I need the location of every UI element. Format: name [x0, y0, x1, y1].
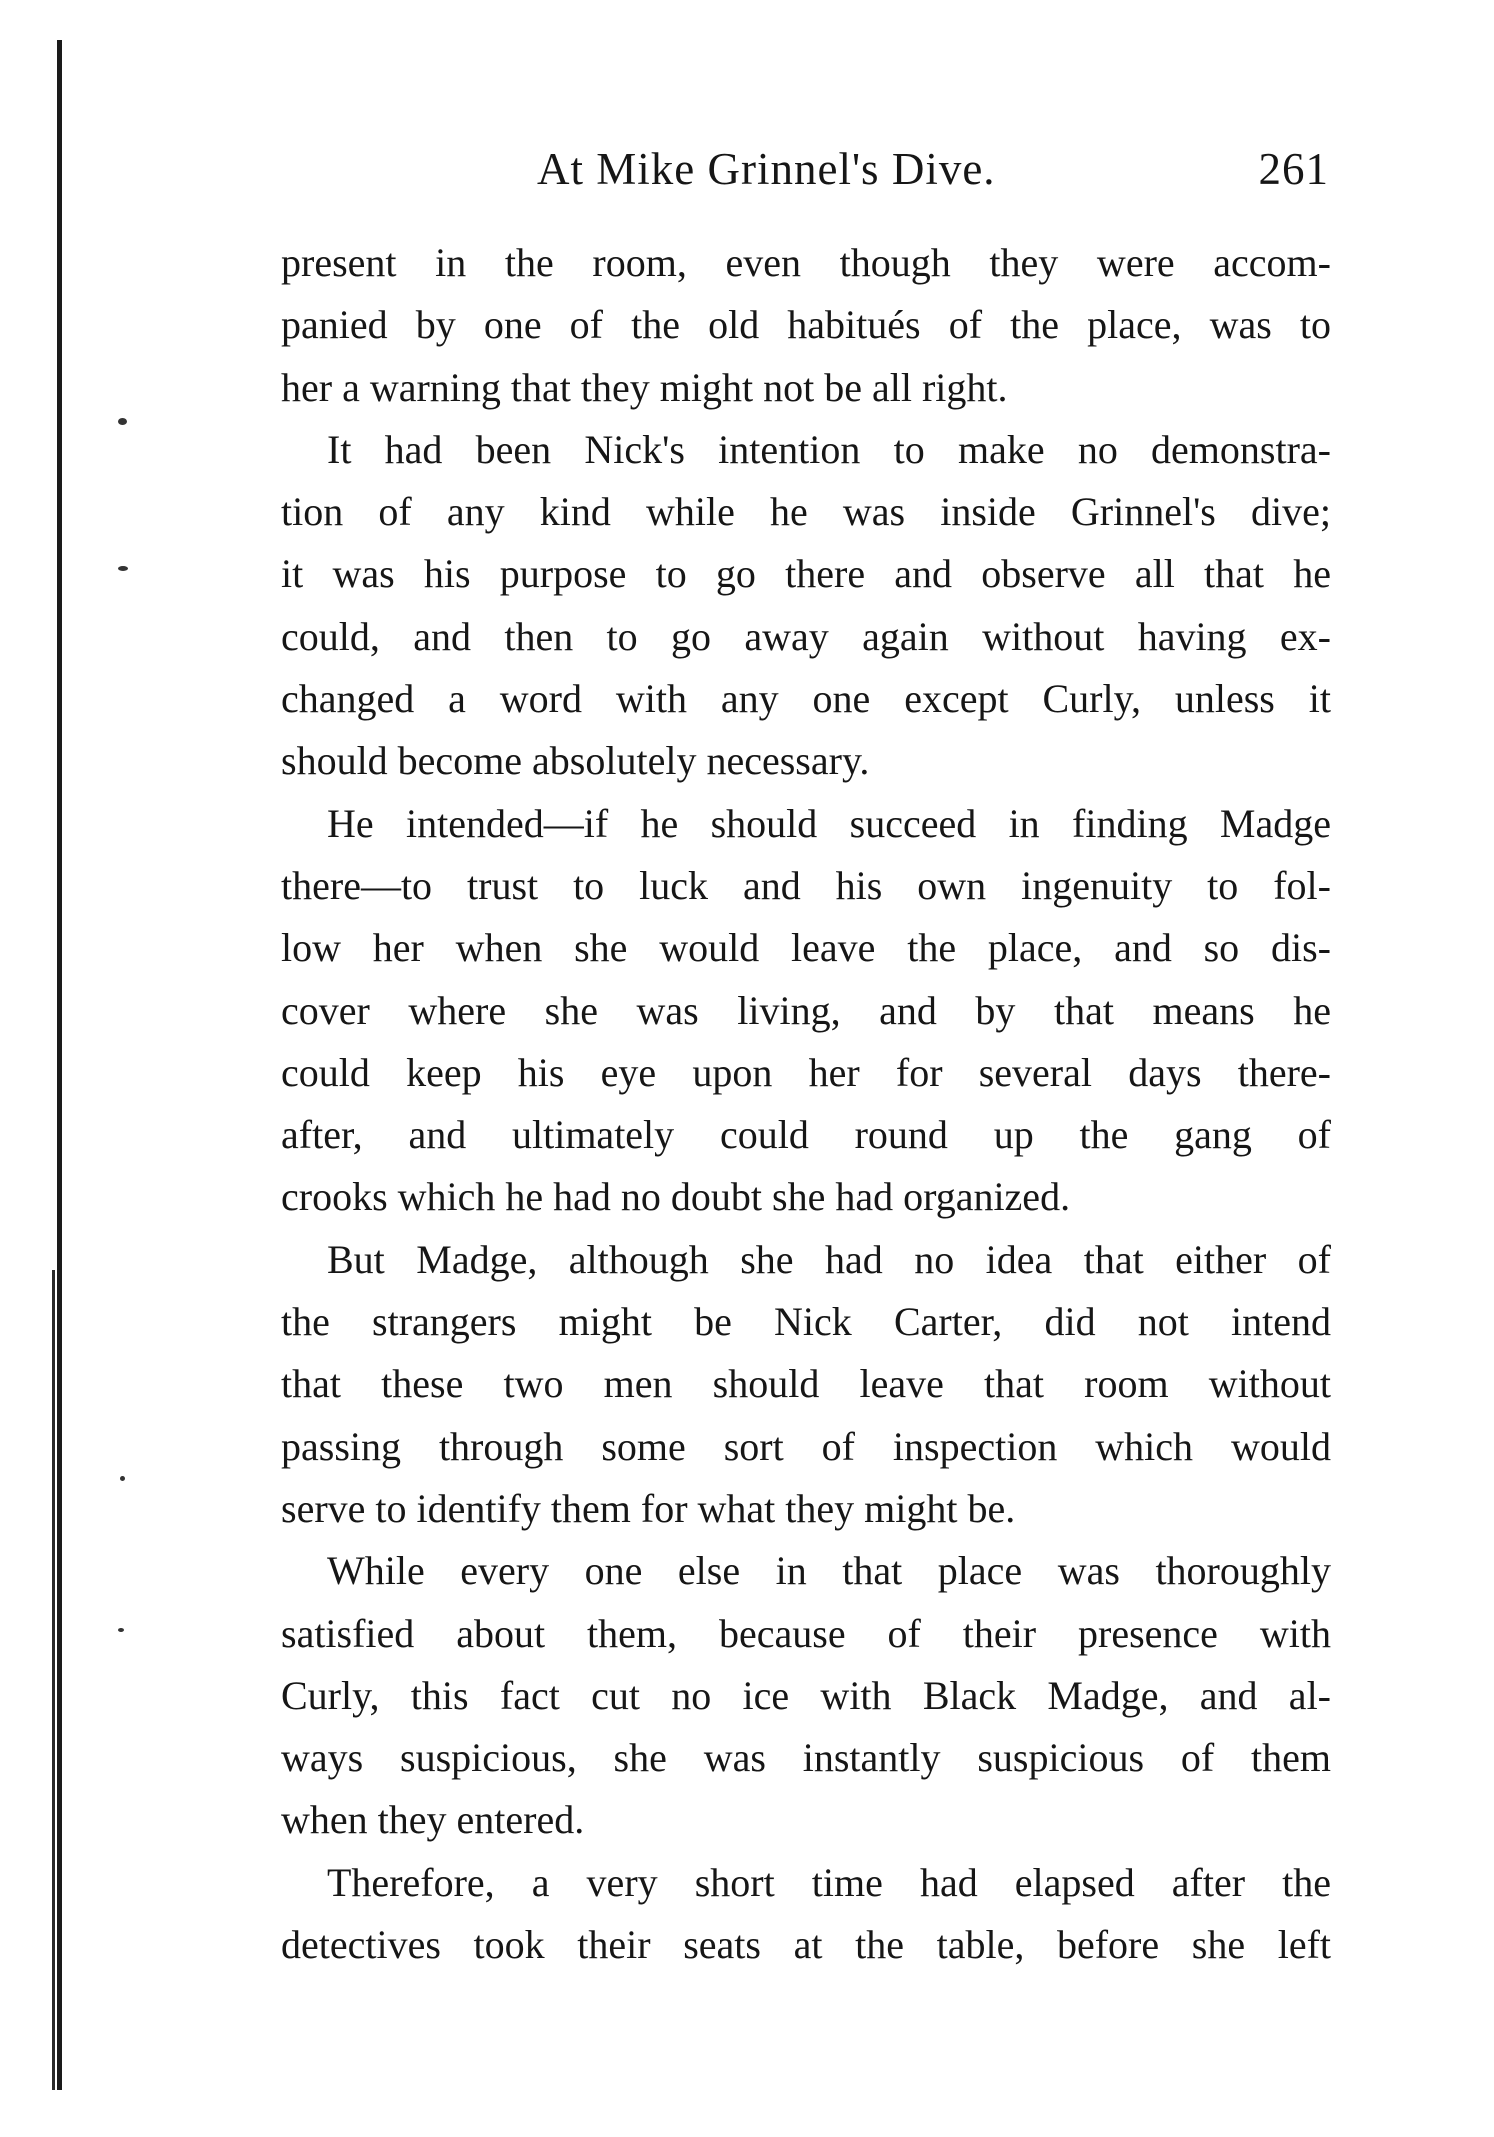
running-title: At Mike Grinnel's Dive. [537, 144, 996, 194]
scan-speck [118, 566, 128, 571]
paragraph [281, 232, 1331, 419]
paragraph [281, 793, 1331, 1229]
paragraph [281, 1540, 1331, 1851]
text-line: crooks which he had no doubt she had organized. [281, 1174, 1071, 1220]
text-line: panied by one of the old habitués of the place, was to [281, 302, 1331, 348]
text-line: cover where she was living, and by that means he [281, 987, 1331, 1033]
text-line: could keep his eye upon her for several days there- [281, 1049, 1331, 1095]
page-header [285, 143, 1335, 203]
text-line: the strangers might be Nick Carter, did not intend [281, 1299, 1331, 1345]
text-line: passing through some sort of inspection which would [281, 1423, 1331, 1469]
text-line: tion of any kind while he was inside Grinnel's dive; [281, 489, 1331, 535]
text-line: Curly, this fact cut no ice with Black Madge, and al- [281, 1672, 1331, 1718]
text-line: changed a word with any one except Curly, unless it [281, 676, 1331, 722]
text-line: While every one else in that place was thoroughly [327, 1548, 1331, 1594]
text-line: it was his purpose to go there and observe all that he [281, 551, 1331, 597]
text-line: her a warning that they might not be all right. [281, 364, 1008, 410]
text-line: serve to identify them for what they might be. [281, 1485, 1016, 1531]
text-line: ways suspicious, she was instantly suspicious of them [281, 1735, 1331, 1781]
paragraph [281, 419, 1331, 793]
text-line: could, and then to go away again without having ex- [281, 613, 1331, 659]
text-line: low her when she would leave the place, and so dis- [281, 925, 1331, 971]
scan-speck [118, 1628, 124, 1632]
text-line: present in the room, even though they were accom- [281, 240, 1331, 285]
text-line: there—to trust to luck and his own ingenuity to fol- [281, 862, 1331, 908]
text-line: Therefore, a very short time had elapsed after the [327, 1859, 1331, 1905]
body-text [281, 232, 1331, 1976]
text-line: He intended—if he should succeed in finding Madge [327, 800, 1331, 846]
page-binding-edge-inner [52, 1270, 55, 2090]
text-line: should become absolutely necessary. [281, 738, 870, 784]
text-line: when they entered. [281, 1797, 585, 1843]
text-line: But Madge, although she had no idea that either of [327, 1236, 1331, 1282]
page-binding-edge [57, 40, 62, 2090]
page-number: 261 [1258, 144, 1329, 194]
scan-speck [118, 418, 127, 425]
text-line: satisfied about them, because of their presence with [281, 1610, 1331, 1656]
text-line: that these two men should leave that room without [281, 1361, 1331, 1407]
text-line: It had been Nick's intention to make no demonstra- [327, 426, 1331, 472]
text-line: detectives took their seats at the table, before she left [281, 1922, 1331, 1968]
text-line: after, and ultimately could round up the gang of [281, 1112, 1331, 1158]
scan-speck [120, 1476, 125, 1481]
paragraph [281, 1229, 1331, 1540]
paragraph [281, 1852, 1331, 1977]
